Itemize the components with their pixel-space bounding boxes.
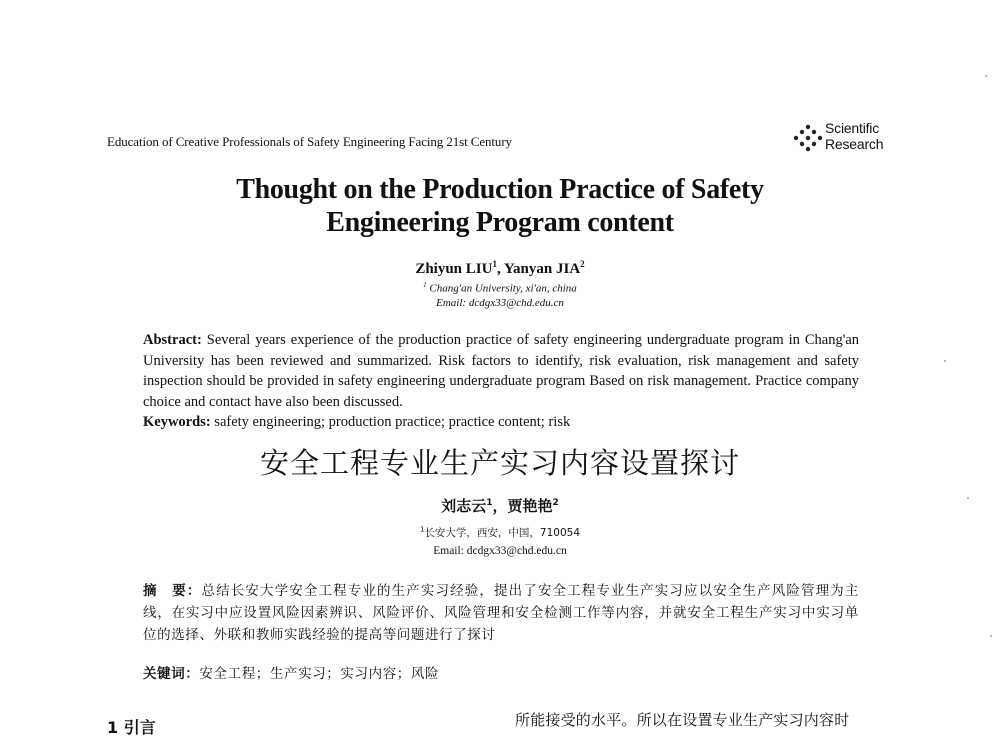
logo-text-scientific: Scientific [825,120,880,136]
running-header: Education of Creative Professionals of Safety Engineering Facing 21st Century [107,134,512,149]
english-authors [0,259,1000,278]
scan-speck [967,497,969,499]
keywords-text: safety engineering; production practice; practice content; risk [210,414,571,430]
zh-author1-sup: 1 [486,498,493,508]
chinese-title: 安全工程专业生产实习内容设置探讨 [259,446,740,480]
scan-speck [990,635,992,637]
zh-author2-name: 贾艳艳 [507,497,553,515]
chinese-email: Email: dcdgx33@chd.edu.cn [433,545,567,557]
chinese-keywords [143,662,859,682]
zh-author2-sup: 2 [552,498,559,508]
affiliation-text: Chang'an University, xi'an, china [426,282,577,295]
scan-speck [985,75,987,77]
english-affiliation [0,281,1000,295]
zh-keywords-text: 安全工程；生产实习；实习内容；风险 [199,666,440,682]
abstract-label: Abstract: [143,332,202,348]
publisher-logo [793,121,893,155]
right-column-text [515,709,891,731]
author-separator: , [496,261,504,277]
english-title-line1: Thought on the Production Practice of Safety [236,174,764,205]
logo-dots-icon [793,123,823,153]
zh-abstract-label: 摘 要： [143,583,202,599]
author2-sup: 2 [580,259,585,269]
logo-text-research: Research [825,136,884,152]
section-heading: 1 引言 [107,718,156,737]
zh-keywords-label: 关键词： [143,666,200,682]
scan-speck [944,360,946,362]
english-title [0,173,1000,239]
chinese-affiliation [0,525,1000,540]
author1-sup: 1 [492,259,497,269]
zh-affiliation-text: 长安大学，西安，中国，710054 [424,527,581,539]
english-abstract [143,330,859,412]
zh-author1-name: 刘志云 [441,497,487,515]
chinese-abstract [143,580,859,646]
right-column-line1: 所能接受的水平。所以在设置专业生产实习内容时 [515,711,850,729]
author1-name: Zhiyun LIU [415,261,493,277]
english-keywords [143,412,859,432]
english-email: Email: dcdgx33@chd.edu.cn [436,297,564,309]
chinese-authors [0,495,1000,516]
zh-affiliation-sup: 1 [419,525,425,534]
abstract-text: Several years experience of the production practice of safety engineering undergraduate program in Chang'an University has been reviewed and summarized. Risk factors to identify, risk evaluation, risk management and safety inspection should be provided in safety engineering undergraduate program Based on risk management. Practice company choice and contact have also been discussed. [143,332,859,410]
english-title-line2: Engineering Program content [326,207,674,238]
zh-author-separator: ， [492,497,508,515]
keywords-label: Keywords: [143,414,211,430]
affiliation-sup: 1 [423,281,427,289]
author2-name: Yanyan JIA [503,261,581,277]
zh-abstract-text: 总结长安大学安全工程专业的生产实习经验，提出了安全工程专业生产实习应以安全生产风险管理为主线，在实习中应设置风险因素辨识、风险评价、风险管理和安全检测工作等内容，并就安全工程生产实习中实习单位的选择、外联和教师实践经验的提高等问题进行了探讨 [143,583,860,643]
